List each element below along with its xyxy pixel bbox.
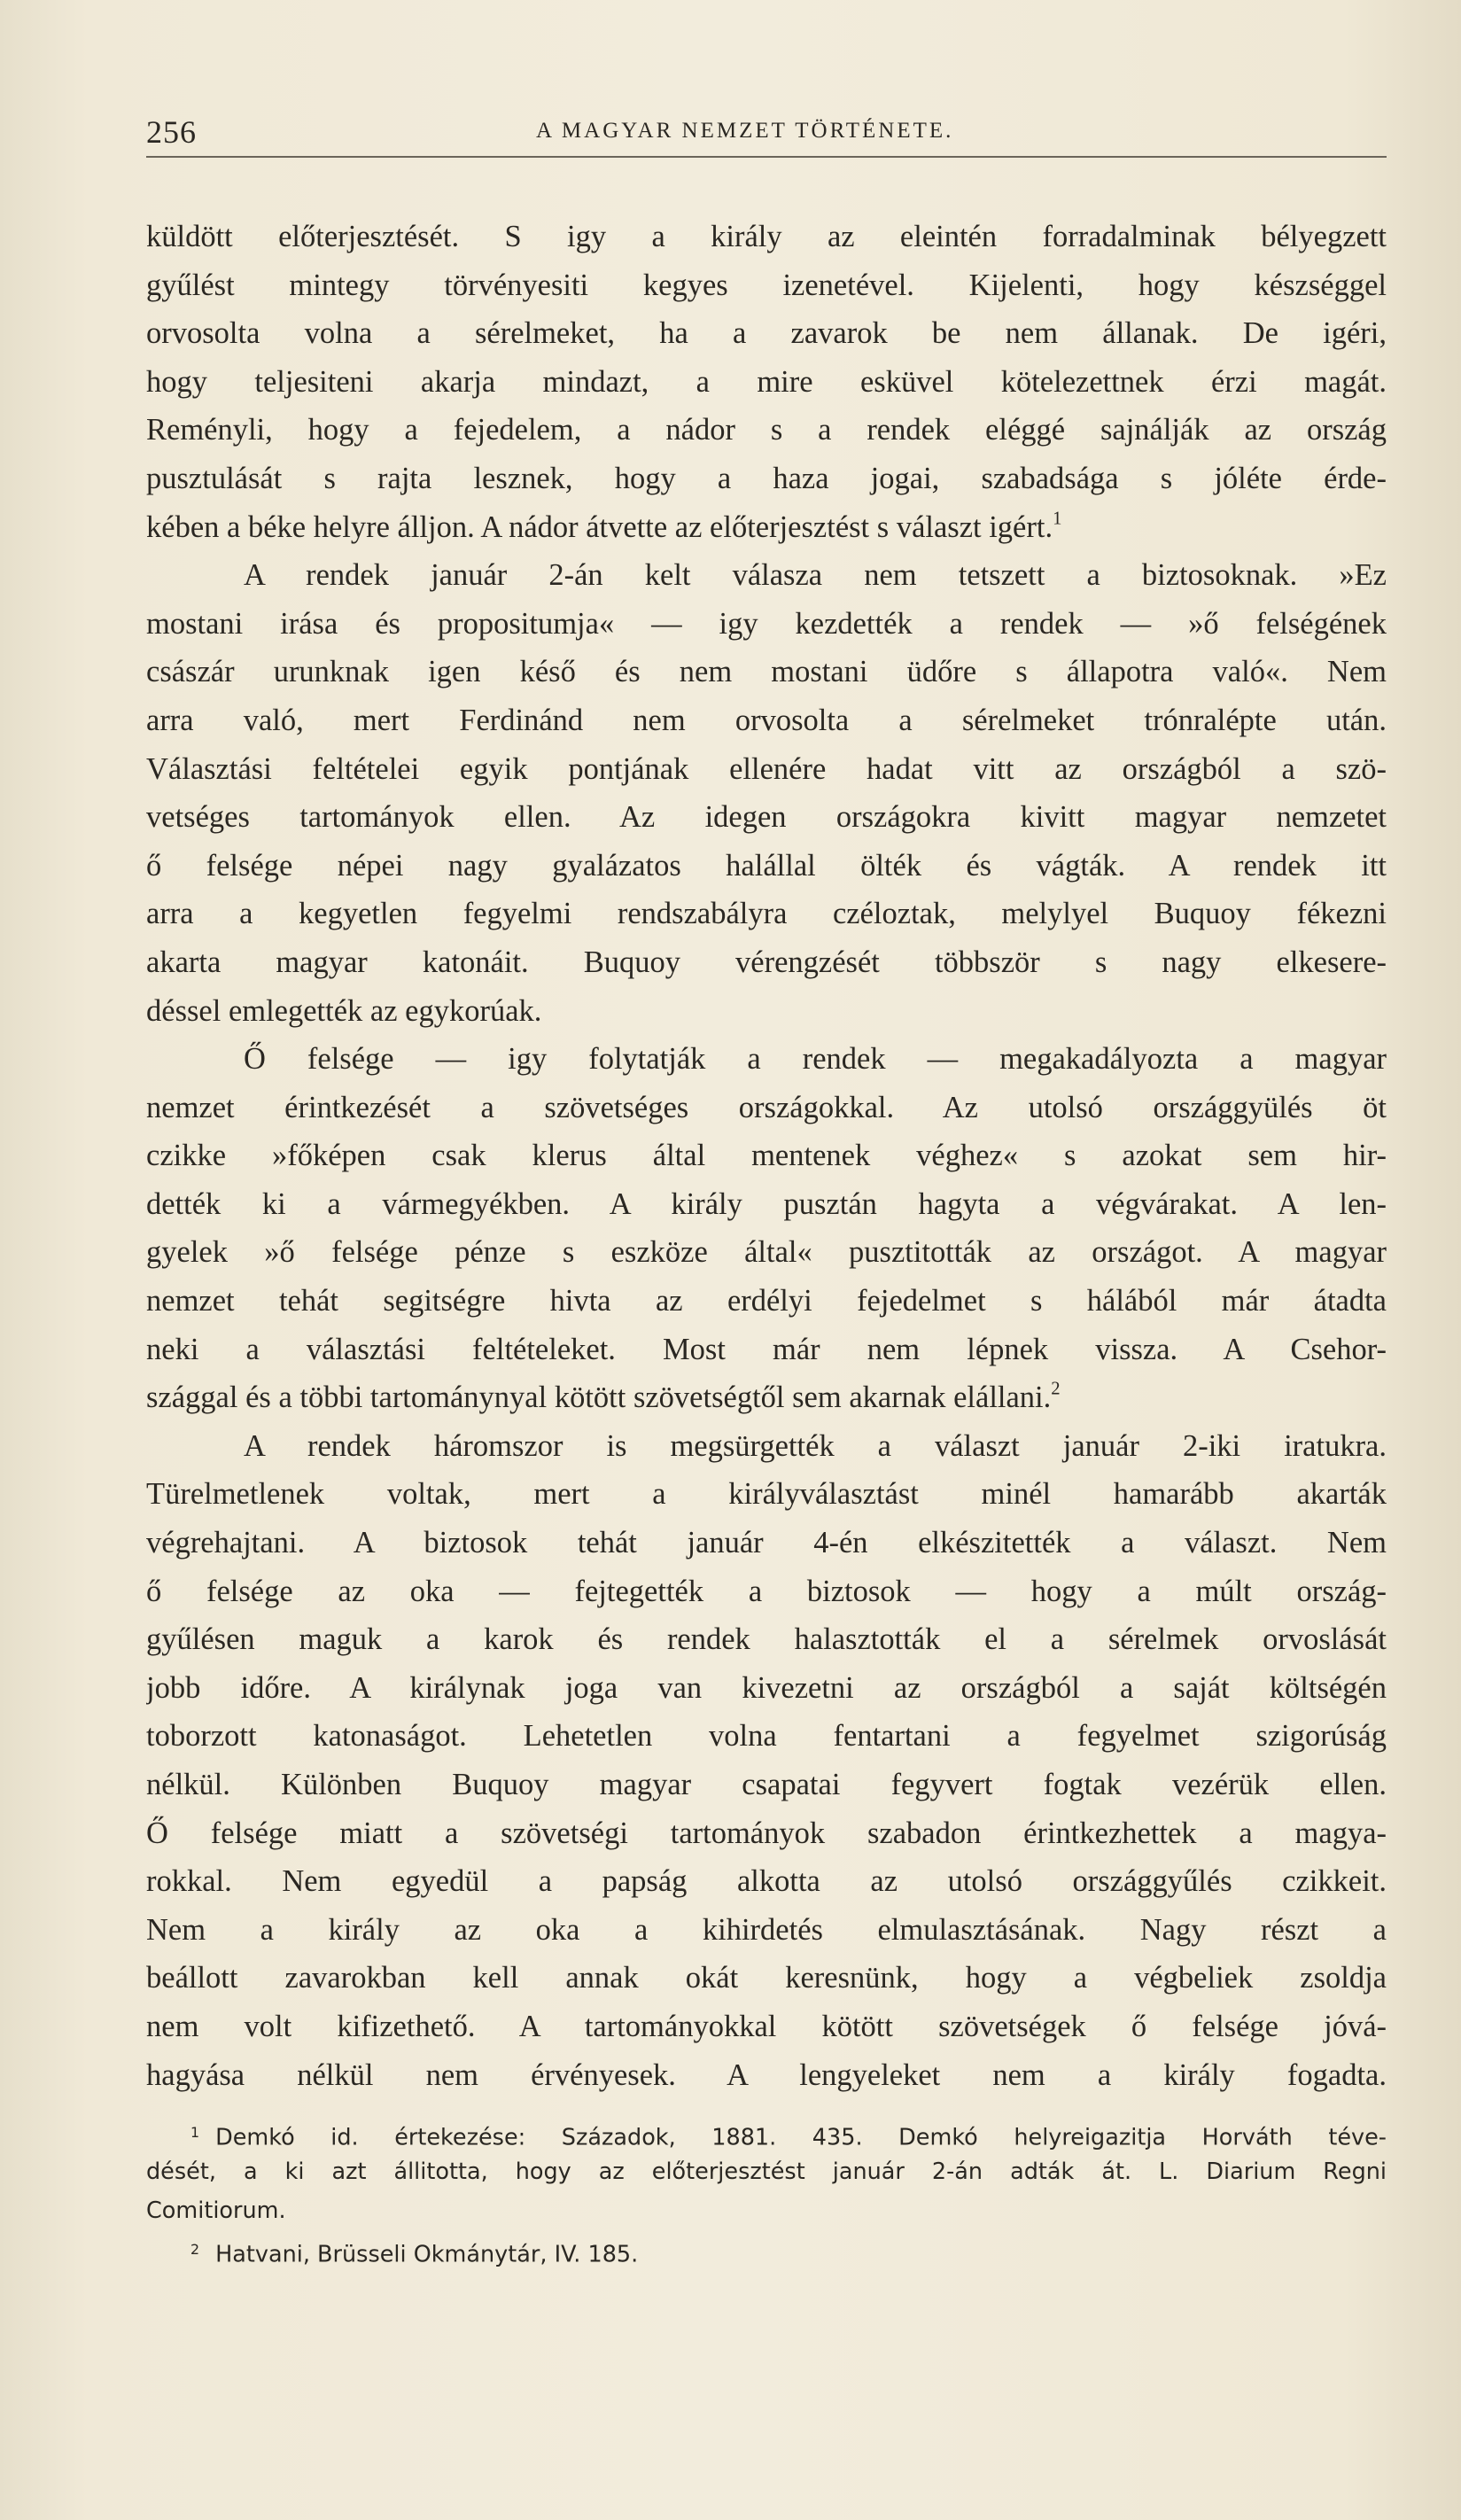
text-line: Türelmetlenek voltak, mert a királyválasztást minél hamarább akarták	[146, 1477, 1387, 1512]
text-line: hogy teljesiteni akarja mindazt, a mire esküvel kötelezettnek érzi magát.	[146, 364, 1387, 399]
text-line: jobb időre. A királynak joga van kivezetni az országból a saját költségén	[146, 1670, 1387, 1705]
text-line: ő felsége az oka — fejtegették a biztosok — hogy a múlt ország-	[146, 1574, 1387, 1608]
page-header	[146, 113, 1387, 158]
text-line: A rendek háromszor is megsürgették a választ január 2-iki iratukra.	[244, 1428, 1387, 1463]
text-line-content: kében a béke helyre álljon. A nádor átvette az előterjesztést s választ igért.	[146, 509, 1053, 544]
footnote-2-mark: 2	[190, 2241, 200, 2258]
footnote-1-line: dését, a ki azt állitotta, hogy az előterjesztést január 2-án adták át. L. Diarium Regni	[146, 2158, 1387, 2185]
text-line: toborzott katonaságot. Lehetetlen volna fentartani a fegyelmet szigorúság	[146, 1719, 1387, 1754]
text-line: hagyása nélkül nem érvényesek. A lengyeleket nem a király fogadta.	[146, 2057, 1387, 2092]
footnote-2-text: Hatvani, Brüsseli Okmánytár, IV. 185.	[215, 2241, 639, 2268]
text-line: neki a választási feltételeket. Most már nem lépnek vissza. A Csehor-	[146, 1332, 1387, 1366]
text-line: arra való, mert Ferdinánd nem orvosolta a sérelmeket trónralépte után.	[146, 703, 1387, 737]
footnote-1-mark: 1	[190, 2124, 200, 2141]
text-line: Ő felsége — igy folytatják a rendek — megakadályozta a magyar	[244, 1042, 1387, 1077]
text-line: nemzet tehát segitségre hivta az erdélyi fejedelmet s hálából már átadta	[146, 1284, 1387, 1318]
footnote-1-text: Demkó id. értekezése: Századok, 1881. 435. Demkó helyreigazitja Horváth téve-	[215, 2124, 1387, 2151]
text-line: nemzet érintkezését a szövetséges országokkal. Az utolsó országgyülés öt	[146, 1090, 1387, 1124]
footnote-ref-2: 2	[1051, 1379, 1061, 1399]
page-number: 256	[146, 114, 197, 150]
text-line: gyűlésen maguk a karok és rendek halasztották el a sérelmek orvoslását	[146, 1622, 1387, 1657]
text-line: nélkül. Különben Buquoy magyar csapatai fegyvert fogtak vezérük ellen.	[146, 1768, 1387, 1801]
text-line: Ő felsége miatt a szövetségi tartományok szabadon érintkezhettek a magya-	[146, 1816, 1387, 1850]
text-line: czikke »főképen csak klerus által mentenek véghez« s azokat sem hir-	[146, 1139, 1387, 1173]
text-line: nem volt kifizethető. A tartományokkal kötött szövetségek ő felsége jóvá-	[146, 2009, 1387, 2043]
text-line: küldött előterjesztését. S igy a király az eleintén forradalminak bélyegzett	[146, 220, 1387, 253]
text-line: végrehajtani. A biztosok tehát január 4-én elkészitették a választ. Nem	[146, 1526, 1387, 1560]
text-line: arra a kegyetlen fegyelmi rendszabályra czéloztak, melylyel Buquoy fékezni	[146, 897, 1387, 931]
text-line: Nem a király az oka a kihirdetés elmulasztásának. Nagy részt a	[146, 1912, 1387, 1947]
text-line: pusztulását s rajta lesznek, hogy a haza jogai, szabadsága s jóléte érde-	[146, 461, 1387, 495]
text-line: beállott zavarokban kell annak okát keresnünk, hogy a végbeliek zsoldja	[146, 1961, 1387, 1995]
text-line-content: szággal és a többi tartománynyal kötött szövetségtől sem akarnak elállani.	[146, 1381, 1052, 1415]
text-line	[146, 503, 1387, 552]
text-line: Választási feltételei egyik pontjának ellenére hadat vitt az országból a szö-	[146, 751, 1387, 786]
text-line: vetséges tartományok ellen. Az idegen országokra kivitt magyar nemzetet	[146, 800, 1387, 835]
running-head: A MAGYAR NEMZET TÖRTÉNETE.	[536, 119, 954, 143]
text-line: császár urunknak igen késő és nem mostani üdőre s állapotra való«. Nem	[146, 655, 1387, 689]
text-line: déssel emlegették az egykorúak.	[146, 993, 542, 1028]
text-line: A rendek január 2-án kelt válasza nem tetszett a biztosoknak. »Ez	[244, 558, 1387, 593]
header-rule	[146, 156, 1387, 158]
text-line: rokkal. Nem egyedül a papság alkotta az utolsó országgyűlés czikkeit.	[146, 1864, 1387, 1899]
text-line: gyelek »ő felsége pénze s eszköze által« pusztitották az országot. A magyar	[146, 1235, 1387, 1270]
footnote-1-line	[146, 2113, 1387, 2152]
footnote-1-line: Comitiorum.	[146, 2197, 286, 2224]
text-line: ő felsége népei nagy gyalázatos halállal ölték és vágták. A rendek itt	[146, 848, 1387, 883]
body-text	[146, 213, 1387, 2099]
text-line: mostani irása és propositumja« — igy kezdették a rendek — »ő felségének	[146, 606, 1387, 641]
text-line: dették ki a vármegyékben. A király pusztán hagyta a végvárakat. A len-	[146, 1186, 1387, 1221]
text-line: orvosolta volna a sérelmeket, ha a zavarok be nem állanak. De igéri,	[146, 316, 1387, 351]
text-line	[146, 1373, 1387, 1422]
footnote-ref-1: 1	[1053, 509, 1062, 529]
text-line: Reményli, hogy a fejedelem, a nádor s a rendek eléggé sajnálják az ország	[146, 413, 1387, 447]
text-line: gyűlést mintegy törvényesiti kegyes izenetével. Kijelenti, hogy készséggel	[146, 268, 1387, 302]
text-line: akarta magyar katonáit. Buquoy vérengzését többször s nagy elkesere-	[146, 945, 1387, 979]
footnote-2-line	[146, 2230, 1387, 2269]
footnotes	[146, 2113, 1387, 2269]
